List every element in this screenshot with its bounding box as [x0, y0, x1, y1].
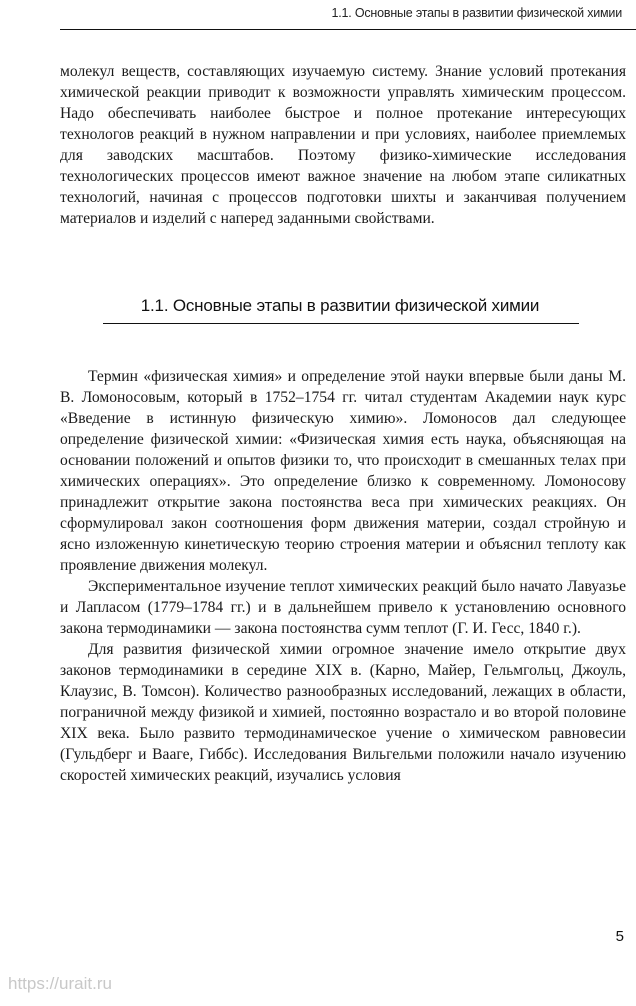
running-head: 1.1. Основные этапы в развитии физической химии — [331, 6, 622, 20]
intro-paragraph: молекул веществ, составляющих изучаемую систему. Знание условий протекания химической реакции приводит к возможности управлять химическим процессом. Надо обеспечивать наиболее быстрое и полное протекание интересующих технологов реакций в нужном направлении и при условиях, наиболее приемлемых для заводских масштабов. Поэтому физико-химические исследования технологических процессов имеют важное значение на любом этапе силикатных технологий, начиная с процессов подготовки шихты и заканчивая получением материалов и изделий с наперед заданными свойствами. — [60, 63, 626, 227]
paragraph-3: Для развития физической химии огромное значение имело открытие двух законов термодинамики в середине XIX в. (Карно, Майер, Гельмгольц, Джоуль, Клаузис, В. Томсон). Количество разнообразных исследований, лежащих в области, пограничной между физикой и химией, постоянно возрастало и во второй половине XIX века. Было развито термодинамическое учение о химическом равновесии (Гульдберг и Вааге, Гиббс). Исследования Вильгельми положили начало изучению скоростей химических реакций, изучались условия — [60, 641, 626, 784]
paragraph-2: Экспериментальное изучение теплот химических реакций было начато Лавуазье и Лапласом (1779–1784 гг.) и в дальнейшем привело к установлению основного закона термодинамики — закона постоянства сумм теплот (Г. И. Гесс, 1840 г.). — [60, 578, 626, 637]
section-heading-rule — [103, 323, 579, 324]
page-number: 5 — [615, 928, 624, 945]
section-heading: 1.1. Основные этапы в развитии физической химии — [140, 296, 540, 315]
watermark-link[interactable]: https://urait.ru — [8, 974, 112, 993]
header-rule — [60, 29, 636, 30]
paragraph-1: Термин «физическая химия» и определение этой науки впервые были даны М. В. Ломоносовым, который в 1752–1754 гг. читал студентам Академии наук курс «Введение в истинную физическую химию». Ломоносов дал следующее определение физической химии: «Физическая химия есть наука, объясняющая на основании положений и опытов физики то, что происходит в смешанных телах при химических операциях». Это определение близко к современному. Ломоносову принадлежит открытие закона постоянства веса при химических реакциях. Он сформулировал закон соотношения форм движения материи, создал стройную и ясно изложенную кинетическую теорию строения материи и объяснил теплоту как проявление движения молекул. — [60, 368, 626, 574]
section-body — [60, 366, 626, 786]
